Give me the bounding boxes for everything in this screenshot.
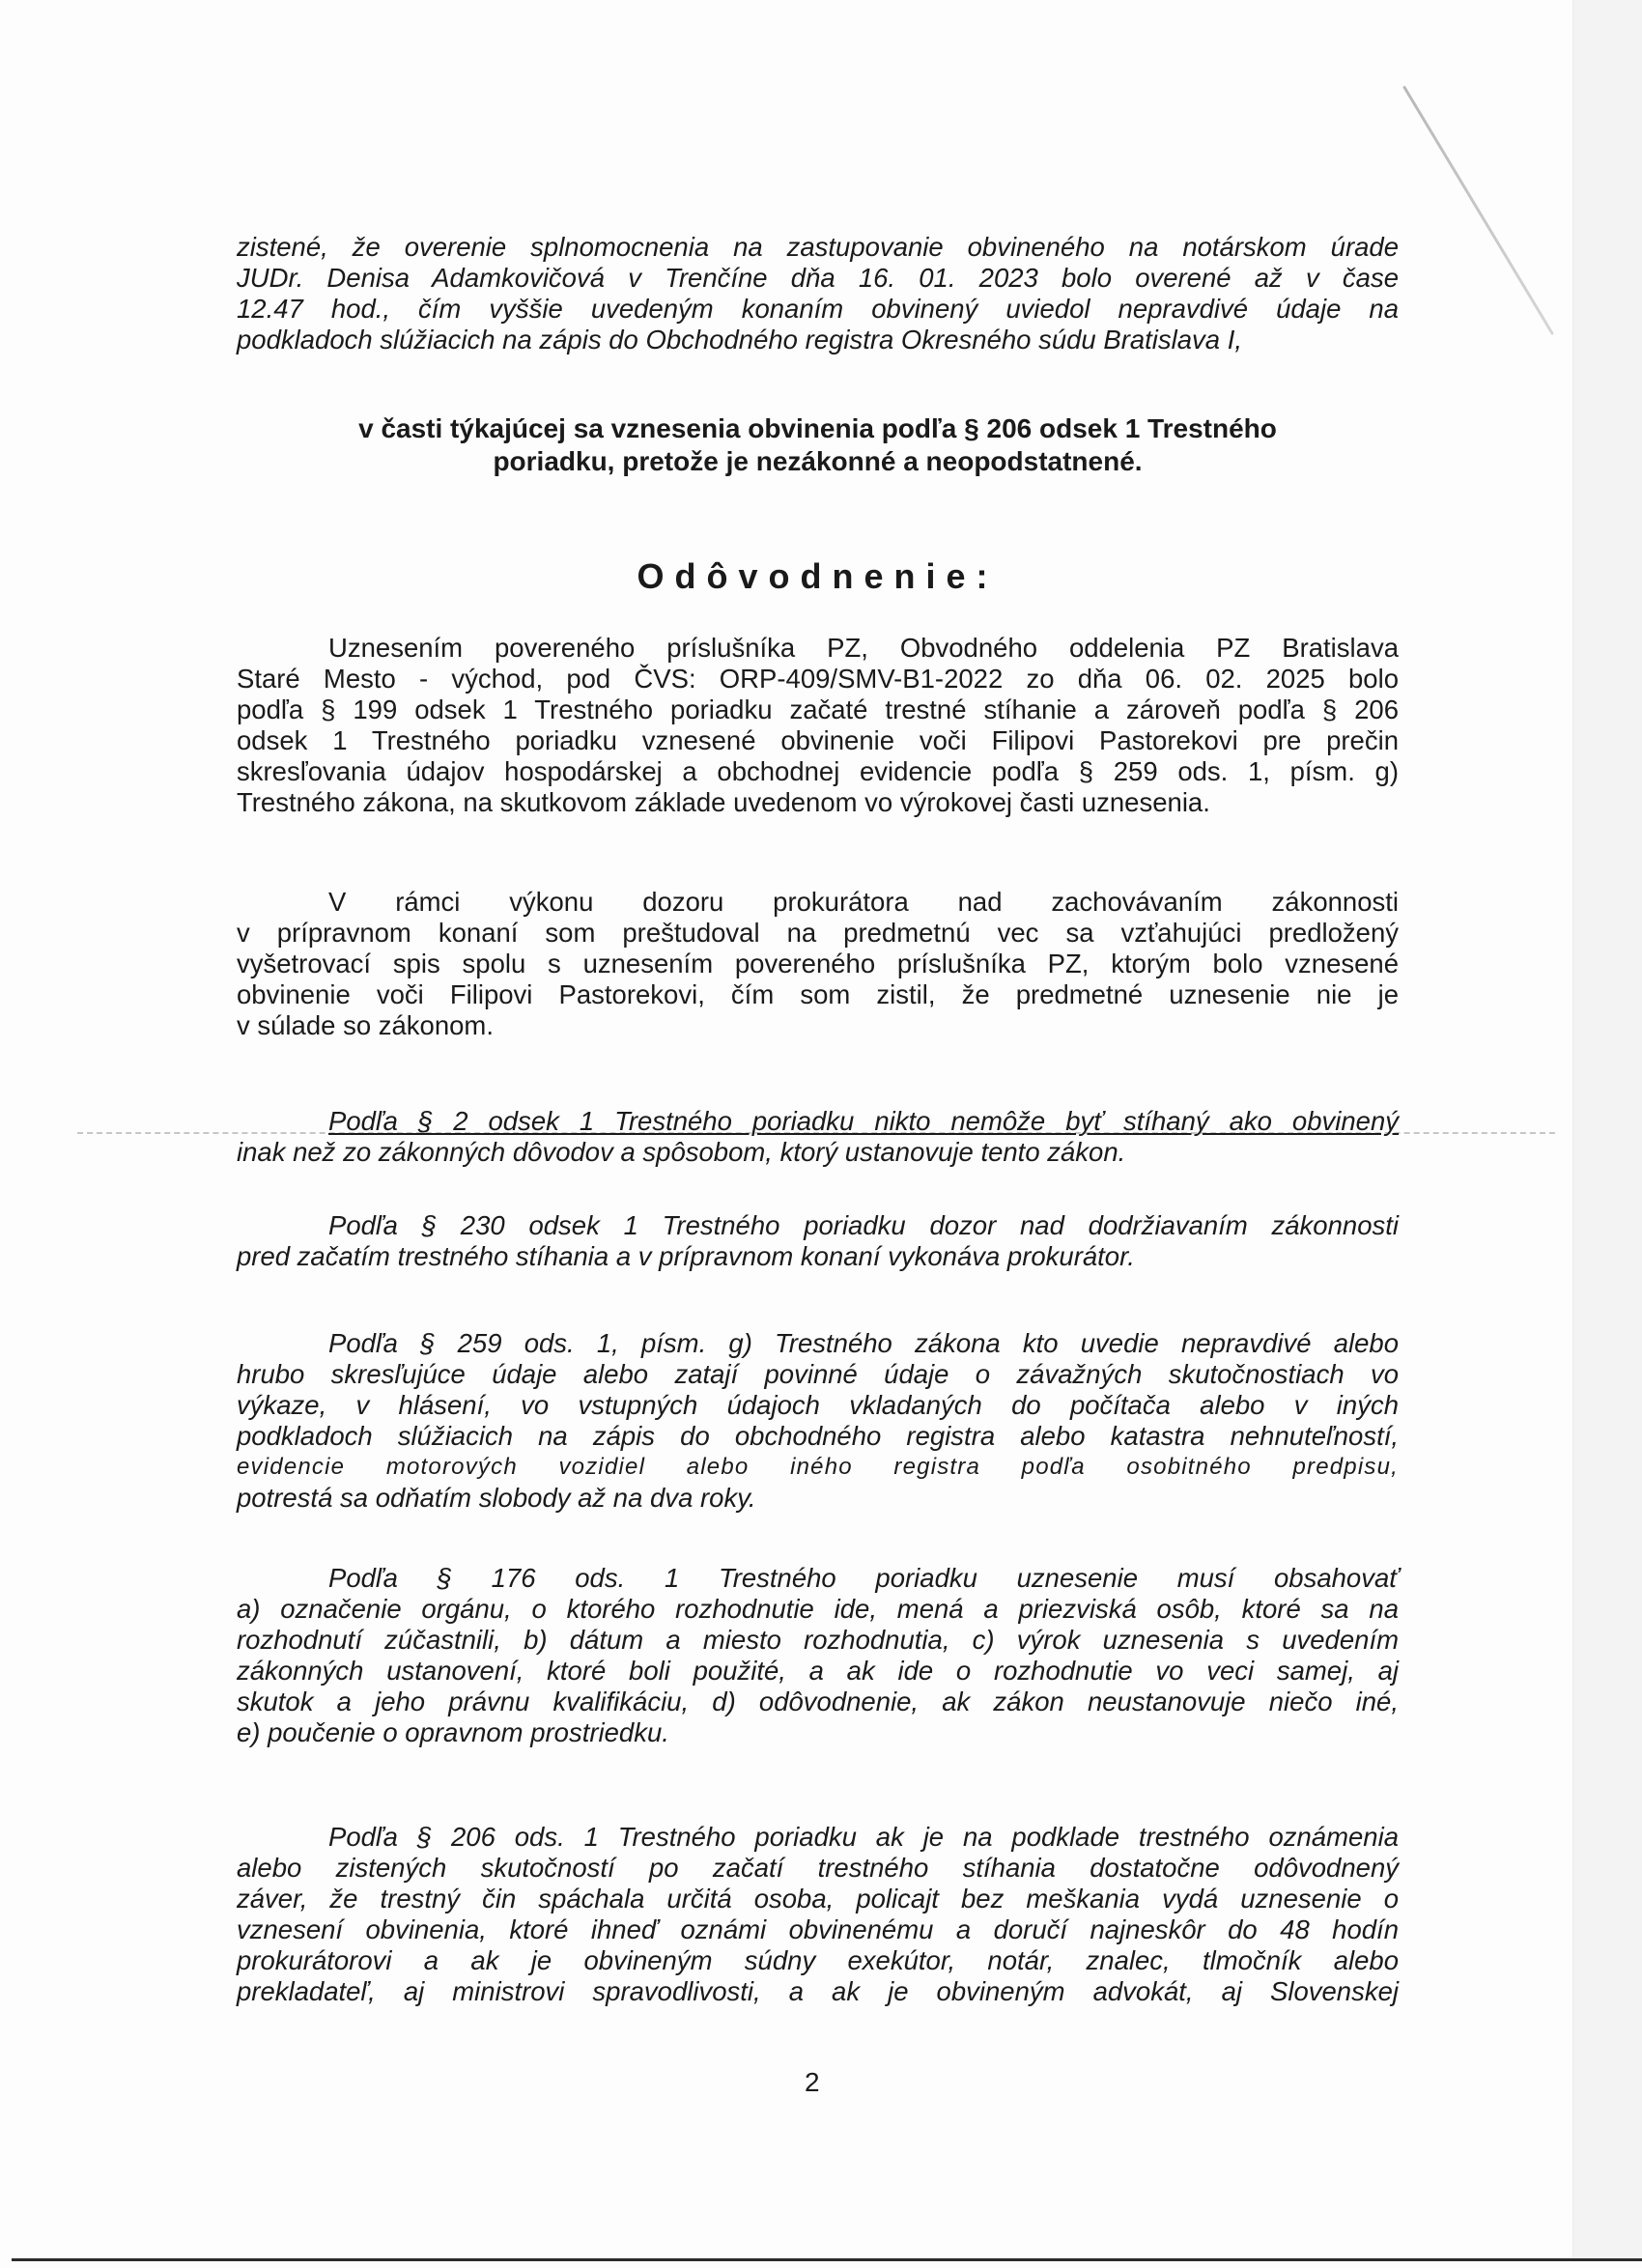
body-line: prokurátorovi a ak je obvineným súdny exekútor, notár, znalec, tlmočník alebo	[237, 1945, 1399, 1975]
body-line: evidencie motorových vozidiel alebo iného registra podľa osobitného predpisu,	[237, 1454, 1399, 1480]
verdict-line: poriadku, pretože je nezákonné a neopodstatnené.	[493, 446, 1143, 476]
body-line: a) označenie orgánu, o ktorého rozhodnutie ide, mená a priezviská osôb, ktoré sa na	[237, 1594, 1399, 1624]
body-line: Podľa § 2 odsek 1 Trestného poriadku nikto nemôže byť stíhaný ako obvinený	[328, 1106, 1399, 1136]
body-line: hrubo skresľujúce údaje alebo zatají povinné údaje o závažných skutočnostiach vo	[237, 1359, 1399, 1389]
body-line: Podľa § 259 ods. 1, písm. g) Trestného zákona kto uvedie nepravdivé alebo	[328, 1328, 1399, 1358]
body-line: Uznesením povereného príslušníka PZ, Obvodného oddelenia PZ Bratislava	[328, 633, 1399, 663]
body-line: zákonných ustanovení, ktoré boli použité, a ak ide o rozhodnutie vo veci samej, aj	[237, 1656, 1399, 1686]
body-line: výkaze, v hlásení, vo vstupných údajoch vkladaných do počítača alebo v iných	[237, 1390, 1399, 1420]
scan-edge-band	[1572, 0, 1642, 2260]
body-line: podkladoch slúžiacich na zápis do obchodného registra alebo katastra nehnuteľností,	[237, 1421, 1399, 1451]
body-line: v súlade so zákonom.	[237, 1010, 494, 1040]
body-line: V rámci výkonu dozoru prokurátora nad zachovávaním zákonnosti	[328, 887, 1399, 917]
body-line: zistené, že overenie splnomocnenia na zastupovanie obvineného na notárskom úrade	[237, 232, 1399, 262]
body-line: rozhodnutí zúčastnili, b) dátum a miesto rozhodnutia, c) výrok uznesenia s uvedením	[237, 1625, 1399, 1655]
body-line: potrestá sa odňatím slobody až na dva roky.	[237, 1483, 756, 1513]
body-line: v prípravnom konaní som preštudoval na predmetnú vec sa vzťahujúci predložený	[237, 918, 1399, 948]
body-line: odsek 1 Trestného poriadku vznesené obvinenie voči Filipovi Pastorekovi pre prečin	[237, 725, 1399, 755]
body-line: vznesení obvinenia, ktoré ihneď oznámi obvinenému a doručí najneskôr do 48 hodín	[237, 1914, 1399, 1944]
body-line: skresľovania údajov hospodárskej a obchodnej evidencie podľa § 259 ods. 1, písm. g)	[237, 756, 1399, 786]
body-line: Podľa § 206 ods. 1 Trestného poriadku ak je na podklade trestného oznámenia	[328, 1822, 1399, 1852]
body-line: alebo zistených skutočností po začatí trestného stíhania dostatočne odôvodnený	[237, 1853, 1399, 1883]
body-line: obvinenie voči Filipovi Pastorekovi, čím som zistil, že predmetné uznesenie nie je	[237, 979, 1399, 1009]
body-line: prekladateľ, aj ministrovi spravodlivosti, a ak je obvineným advokát, aj Slovenskej	[237, 1976, 1399, 2006]
body-line: vyšetrovací spis spolu s uznesením povereného príslušníka PZ, ktorým bolo vznesené	[237, 949, 1399, 978]
body-line: podľa § 199 odsek 1 Trestného poriadku začaté trestné stíhanie a zároveň podľa § 206	[237, 695, 1399, 724]
section-heading: Odôvodnenie:	[637, 556, 999, 596]
scan-bottom-edge	[12, 2258, 1642, 2261]
body-line: Podľa § 230 odsek 1 Trestného poriadku dozor nad dodržiavaním zákonnosti	[328, 1210, 1399, 1240]
body-line: pred začatím trestného stíhania a v prípravnom konaní vykonáva prokurátor.	[237, 1241, 1135, 1271]
body-line: podkladoch slúžiacich na zápis do Obchodného registra Okresného súdu Bratislava I,	[237, 325, 1243, 354]
body-line: skutok a jeho právnu kvalifikáciu, d) odôvodnenie, ak zákon neustanovuje niečo iné,	[237, 1687, 1399, 1716]
body-line: inak než zo zákonných dôvodov a spôsobom, ktorý ustanovuje tento zákon.	[237, 1137, 1126, 1167]
page-number: 2	[805, 2067, 820, 2097]
body-line: Trestného zákona, na skutkovom základe uvedenom vo výrokovej časti uznesenia.	[237, 787, 1210, 817]
body-line: záver, že trestný čin spáchala určitá osoba, policajt bez meškania vydá uznesenie o	[237, 1884, 1399, 1914]
verdict-line: v časti týkajúcej sa vznesenia obvinenia podľa § 206 odsek 1 Trestného	[358, 413, 1277, 443]
body-line: Staré Mesto - východ, pod ČVS: ORP-409/SMV-B1-2022 zo dňa 06. 02. 2025 bolo	[237, 664, 1399, 694]
body-line: Podľa § 176 ods. 1 Trestného poriadku uznesenie musí obsahovať	[328, 1563, 1399, 1593]
body-line: 12.47 hod., čím vyššie uvedeným konaním obvinený uviedol nepravdivé údaje na	[237, 294, 1399, 324]
body-line: JUDr. Denisa Adamkovičová v Trenčíne dňa 16. 01. 2023 bolo overené až v čase	[237, 263, 1399, 293]
pen-stroke-mark	[1402, 85, 1554, 335]
body-line: e) poučenie o opravnom prostriedku.	[237, 1717, 669, 1747]
